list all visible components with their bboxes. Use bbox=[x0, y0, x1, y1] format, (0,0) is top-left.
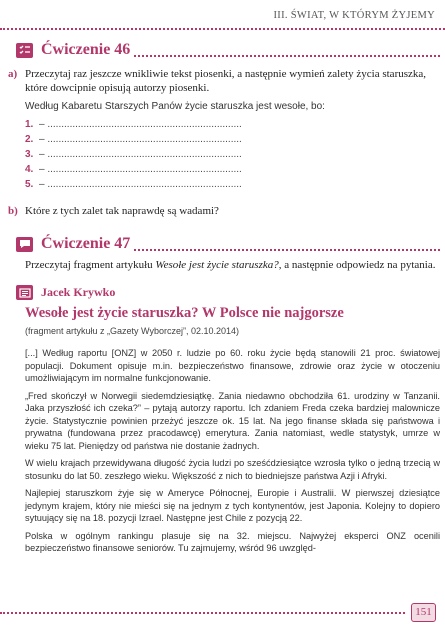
answer-line bbox=[25, 132, 440, 147]
answer-line bbox=[25, 117, 440, 132]
article-paragraph: Najlepiej staruszkom żyje się w Ameryce Północnej, Europie i Australii. W pierwszej dziesiątce jedynym krajem, który nie mieści się na jednym z tych kontynentów, jest Japonia. Kolejny to dopiero sytuujący się na 18. pozycji Izrael. Następne jest Chile z pozycją 22. bbox=[25, 488, 440, 523]
task-b bbox=[8, 204, 440, 218]
answer-line-number: 2. bbox=[25, 134, 34, 145]
article bbox=[8, 285, 440, 560]
answer-line bbox=[25, 177, 440, 192]
task-a-letter: a) bbox=[8, 68, 18, 80]
newspaper-icon bbox=[16, 285, 33, 300]
answer-line bbox=[25, 147, 440, 162]
answer-line-number: 5. bbox=[25, 179, 34, 190]
top-dotted-rule bbox=[0, 28, 445, 30]
exercise-47-title: Ćwiczenie 47 bbox=[41, 235, 131, 252]
answer-line bbox=[25, 162, 440, 177]
answer-lines bbox=[25, 117, 440, 192]
speech-bubble-icon bbox=[16, 237, 33, 252]
exercise-46-title: Ćwiczenie 46 bbox=[41, 41, 131, 58]
exercise-46-header bbox=[8, 39, 440, 61]
checklist-icon bbox=[16, 43, 33, 58]
task-a-text: Przeczytaj raz jeszcze wnikliwie tekst piosenki, a następnie wymień zalety życia staruszka, które dowcipnie opisują autorzy piosenki. bbox=[25, 68, 427, 94]
task-b-text: Które z tych zalet tak naprawdę są wadami? bbox=[25, 205, 219, 217]
instruction-part: Przeczytaj fragment artykułu bbox=[25, 259, 156, 271]
article-title: Wesołe jest życie staruszka? W Polsce nie najgorsze bbox=[25, 305, 344, 321]
exercise-47 bbox=[8, 233, 440, 272]
page-number: 151 bbox=[411, 603, 436, 622]
title-dotted-fill bbox=[134, 237, 440, 251]
article-author-row bbox=[8, 285, 440, 300]
article-source: (fragment artykułu z „Gazety Wyborczej”, 02.10.2014) bbox=[25, 326, 240, 336]
exercise-46 bbox=[8, 39, 440, 218]
answer-line-dots: – ...................................................................... bbox=[39, 134, 242, 145]
article-paragraph: W wielu krajach przewidywana długość życia ludzi po sześćdziesiątce wzrosła tylko o jedną trzecią w stosunku do lat 50. zeszłego wieku. Większość z nich to biedniejsze państwa Azji i Afryki. bbox=[25, 458, 440, 481]
article-body bbox=[25, 347, 440, 555]
answer-line-dots: – ...................................................................... bbox=[39, 179, 242, 190]
article-paragraph: „Fred skończył w Norwegii siedemdziesiątkę. Zania niedawno obchodziła 61. urodziny w Tanzanii. Jaka przyszłość ich czeka?” – pytają autorzy raportu. Ich zdaniem Freda czeka bardziej malownicze życie. Statystycznie powinien przeżyć jeszcze ok. 15 lat. Na jego finanse składa się państwowa i prywatna (fundowana przez pracodawcę) emerytura. Zania natomiast, wedle statystyk, umrze w wieku 75 lat. Pieniędzy od państwa nie dostanie żadnych. bbox=[25, 390, 440, 451]
task-a bbox=[8, 67, 440, 95]
instruction-part: , a następnie odpowiedz na pytania. bbox=[278, 259, 436, 271]
title-dotted-fill bbox=[134, 43, 440, 57]
bottom-dotted-rule bbox=[0, 612, 405, 614]
list-intro: Według Kabaretu Starszych Panów życie staruszka jest wesołe, bo: bbox=[25, 101, 325, 112]
article-paragraph: Polska w ogólnym rankingu plasuje się na 32. miejscu. Najwyżej eksperci ONZ ocenili bezpieczeństwo finansowe seniorów. Tu zajmujemy, wśród 96 uwzględ- bbox=[25, 530, 440, 553]
task-b-letter: b) bbox=[8, 205, 18, 217]
answer-line-dots: – ...................................................................... bbox=[39, 119, 242, 130]
instruction-italic-title: Wesołe jest życie staruszka? bbox=[155, 259, 279, 271]
exercise-47-header bbox=[8, 233, 440, 255]
answer-line-number: 4. bbox=[25, 164, 34, 175]
article-author: Jacek Krywko bbox=[41, 285, 116, 299]
chapter-header: III. ŚWIAT, W KTÓRYM ŻYJEMY bbox=[273, 10, 435, 21]
exercise-47-instruction bbox=[25, 258, 440, 272]
answer-line-number: 1. bbox=[25, 119, 34, 130]
answer-line-number: 3. bbox=[25, 149, 34, 160]
answer-line-dots: – ...................................................................... bbox=[39, 149, 242, 160]
article-paragraph: [...] Według raportu [ONZ] w 2050 r. ludzie po 60. roku życie będą stanowili 21 proc. światowej populacji. Dokument opisuje m.in. bezpieczeństwo finansowe, zdrowie oraz życie w otoczeniu umożliwiającym im normalne funkcjonowanie. bbox=[25, 348, 440, 383]
answer-line-dots: – ...................................................................... bbox=[39, 164, 242, 175]
